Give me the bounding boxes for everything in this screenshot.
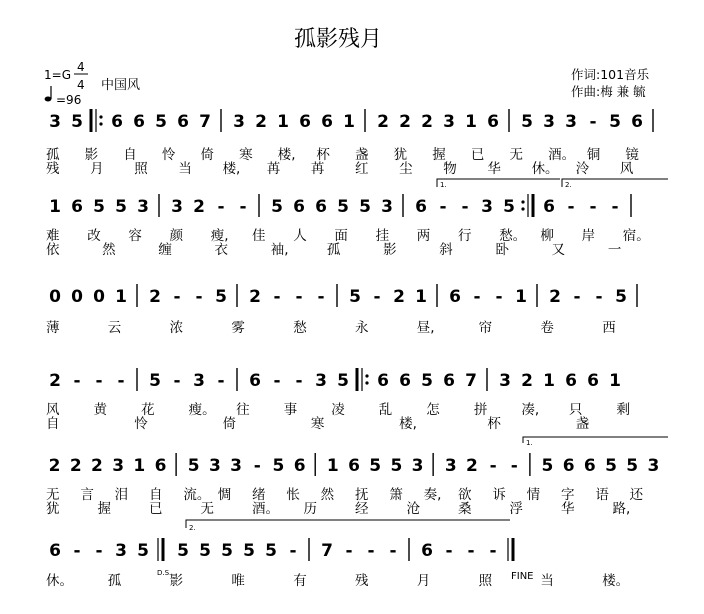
- lyric-syllable: 又: [551, 242, 566, 258]
- volta-1-label: 1.: [440, 181, 447, 189]
- note: 6: [249, 371, 261, 391]
- note: 6: [321, 112, 333, 132]
- lyric-syllable: 西: [602, 320, 616, 336]
- lyric-syllable: 怅: [286, 487, 300, 503]
- lyric-syllable: 乱: [378, 402, 393, 418]
- lyric-syllable: 影: [84, 147, 99, 163]
- lyric-syllable: 自: [123, 147, 137, 163]
- note: 3: [208, 456, 221, 476]
- lyric-syllable: 影: [169, 573, 184, 589]
- score-row: [46, 194, 650, 258]
- lyric-syllable: 楼,: [277, 147, 296, 163]
- lyric-syllable: 盏: [575, 416, 590, 432]
- note: 6: [348, 456, 360, 476]
- lyric-syllable: 休。: [46, 573, 73, 589]
- note: 1: [277, 112, 289, 132]
- note: 3: [543, 112, 555, 132]
- lyric-syllable: 箫: [389, 487, 403, 503]
- note: 5: [149, 371, 161, 391]
- note: 5: [215, 287, 227, 307]
- note: 5: [177, 541, 189, 561]
- sustain-dash: -: [367, 541, 375, 561]
- note: 6: [293, 197, 305, 217]
- double-barline: [158, 538, 163, 561]
- time-signature-bottom: 4: [77, 78, 85, 92]
- note: 5: [271, 197, 283, 217]
- repeat-start-barline: [357, 368, 369, 391]
- fine-mark: FINE: [511, 571, 534, 582]
- lyric-syllable: 衣: [214, 242, 229, 258]
- note: 5: [93, 197, 105, 217]
- lyric-syllable: 颜: [169, 228, 184, 244]
- lyric-syllable: 倚: [222, 416, 237, 432]
- lyric-syllable: 凌: [331, 402, 345, 418]
- note: 2: [521, 371, 533, 391]
- lyric-syllable: 惆: [217, 487, 232, 503]
- lyric-syllable: 浓: [169, 320, 184, 336]
- sustain-dash: -: [489, 541, 497, 561]
- note: 1: [133, 456, 146, 476]
- note: 6: [487, 112, 499, 132]
- note: 2: [193, 197, 205, 217]
- lyric-syllable: 卧: [495, 242, 509, 258]
- lyric-syllable: 两: [416, 228, 431, 244]
- sustain-dash: -: [289, 541, 297, 561]
- note: 3: [233, 112, 245, 132]
- song-title: 孤影残月: [293, 27, 383, 52]
- volta-2-label: 2.: [565, 181, 572, 189]
- score-row: [46, 284, 637, 336]
- lyric-syllable: 苒: [266, 161, 281, 177]
- note: 6: [631, 112, 643, 132]
- sustain-dash: -: [589, 197, 597, 217]
- note: 1: [465, 112, 477, 132]
- lyric-syllable: 昼,: [416, 320, 435, 336]
- style-label: 中国风: [101, 78, 141, 93]
- note: 3: [315, 371, 327, 391]
- lyric-syllable: 雾: [231, 320, 245, 336]
- note: 2: [421, 112, 433, 132]
- lyric-syllable: 红: [355, 161, 369, 177]
- time-signature-top: 4: [77, 60, 85, 74]
- lyric-syllable: 孤: [107, 573, 122, 589]
- note: 6: [443, 371, 455, 391]
- note: 6: [587, 371, 599, 391]
- volta-2-label: 2.: [189, 524, 196, 532]
- sustain-dash: -: [295, 287, 303, 307]
- note: 5: [609, 112, 621, 132]
- note: 2: [255, 112, 267, 132]
- lyric-syllable: 历: [303, 501, 317, 517]
- lyric-syllable: 凑,: [521, 402, 540, 418]
- lyric-syllable: 孤: [46, 147, 60, 163]
- lyric-syllable: 华: [487, 161, 501, 177]
- lyric-syllable: 瘦,: [210, 228, 229, 244]
- lyric-syllable: 面: [334, 228, 348, 244]
- lyric-syllable: 有: [293, 573, 307, 589]
- lyric-syllable: 然: [102, 242, 116, 258]
- note: 3: [565, 112, 577, 132]
- note: 5: [199, 541, 211, 561]
- note: 2: [377, 112, 389, 132]
- lyric-syllable: 字: [561, 487, 575, 503]
- sustain-dash: -: [345, 541, 353, 561]
- note: 5: [115, 197, 127, 217]
- lyric-syllable: 楼,: [399, 416, 417, 432]
- note: 7: [199, 112, 211, 132]
- note: 5: [71, 112, 83, 132]
- lyric-syllable: 永: [355, 320, 369, 336]
- sustain-dash: -: [317, 287, 325, 307]
- note: 2: [393, 287, 405, 307]
- lyric-syllable: 抚: [355, 487, 369, 503]
- note: 5: [349, 287, 361, 307]
- note: 3: [647, 456, 660, 476]
- note: 6: [299, 112, 311, 132]
- sustain-dash: -: [217, 371, 225, 391]
- note: 3: [381, 197, 393, 217]
- note: 6: [543, 197, 555, 217]
- sustain-dash: -: [373, 287, 381, 307]
- sustain-dash: -: [439, 197, 447, 217]
- sustain-dash: -: [567, 197, 575, 217]
- sustain-dash: -: [95, 541, 103, 561]
- lyric-syllable: 容: [128, 228, 142, 244]
- note: 5: [626, 456, 639, 476]
- note: 6: [415, 197, 427, 217]
- lyric-syllable: 黄: [93, 402, 108, 418]
- lyric-syllable: 泠: [575, 161, 590, 177]
- note: 2: [69, 456, 82, 476]
- sustain-dash: -: [173, 287, 181, 307]
- lyric-syllable: 犹: [393, 147, 408, 163]
- lyric-syllable: 帘: [478, 320, 493, 336]
- key-signature: 1=G: [44, 68, 71, 82]
- lyric-syllable: 盏: [355, 147, 369, 163]
- sustain-dash: -: [273, 371, 281, 391]
- note: 0: [71, 287, 83, 307]
- sustain-dash: -: [217, 197, 225, 217]
- lyric-syllable: 诉: [492, 487, 506, 503]
- note: 2: [249, 287, 261, 307]
- note: 2: [149, 287, 161, 307]
- sustain-dash: -: [495, 287, 503, 307]
- sustain-dash: -: [473, 287, 481, 307]
- score-row: [46, 538, 629, 589]
- lyric-syllable: 愁。: [499, 228, 527, 244]
- note: 2: [399, 112, 411, 132]
- lyric-syllable: 照: [478, 573, 493, 589]
- note: 2: [48, 456, 61, 476]
- note: 1: [543, 371, 555, 391]
- lyric-syllable: 物: [443, 161, 457, 177]
- lyric-syllable: 薄: [46, 320, 60, 336]
- lyric-syllable: 柳: [540, 228, 554, 244]
- lyric-syllable: 月: [90, 161, 104, 177]
- lyric-syllable: 楼,: [222, 161, 241, 177]
- score-row: [46, 368, 630, 432]
- volta-1-row1: [437, 179, 560, 189]
- sustain-dash: -: [195, 287, 203, 307]
- note: 5: [503, 197, 515, 217]
- lyric-syllable: 当: [540, 573, 554, 589]
- lyric-syllable: 自: [46, 416, 60, 432]
- note: 3: [481, 197, 493, 217]
- lyric-syllable: 瘦。: [188, 402, 216, 418]
- lyric-syllable: 情: [526, 487, 541, 503]
- lyric-syllable: 无: [200, 501, 214, 517]
- lyric-syllable: 一: [607, 242, 622, 258]
- lyric-syllable: 然: [320, 487, 335, 503]
- lyric-syllable: 愁: [293, 320, 307, 336]
- note: 6: [315, 197, 327, 217]
- lyric-syllable: 依: [46, 242, 60, 258]
- lyric-syllable: 华: [561, 501, 575, 517]
- note: 3: [230, 456, 242, 476]
- sustain-dash: -: [239, 197, 247, 217]
- note: 3: [115, 541, 127, 561]
- note: 6: [449, 287, 461, 307]
- note: 6: [562, 456, 575, 476]
- lyric-syllable: 流。: [183, 487, 211, 503]
- lyric-syllable: 杯: [487, 416, 501, 432]
- note: 5: [272, 456, 285, 476]
- note: 5: [521, 112, 533, 132]
- note: 5: [541, 456, 554, 476]
- lyric-syllable: 倚: [200, 147, 214, 163]
- lyric-syllable: 风: [46, 402, 60, 418]
- lyric-syllable: 宿。: [622, 228, 650, 244]
- volta-2-row1: [562, 179, 668, 189]
- sustain-dash: -: [489, 456, 497, 476]
- sustain-dash: -: [467, 541, 475, 561]
- lyric-syllable: 语: [595, 487, 609, 503]
- note: 6: [154, 456, 167, 476]
- lyric-syllable: 寒: [310, 416, 325, 432]
- lyric-syllable: 无: [509, 147, 523, 163]
- note: 5: [369, 456, 382, 476]
- lyric-syllable: 怜: [161, 147, 176, 163]
- lyric-syllable: 尘: [399, 161, 413, 177]
- lyric-syllable: 往: [236, 402, 250, 418]
- note: 6: [177, 112, 189, 132]
- sustain-dash: -: [273, 287, 281, 307]
- lyric-syllable: 改: [87, 228, 101, 244]
- lyric-syllable: 残: [46, 161, 60, 177]
- note: 5: [187, 456, 200, 476]
- note: 1: [415, 287, 427, 307]
- lyric-syllable: 欲: [458, 487, 472, 503]
- quarter-note-icon: [45, 86, 52, 102]
- note: 6: [565, 371, 577, 391]
- lyric-syllable: 铜: [586, 147, 601, 163]
- lyric-syllable: 还: [629, 487, 644, 503]
- lyric-syllable: 已: [149, 501, 163, 517]
- sustain-dash: -: [445, 541, 453, 561]
- lyric-syllable: 缠: [158, 242, 172, 258]
- lyric-syllable: 照: [134, 161, 148, 177]
- note: 5: [155, 112, 167, 132]
- note: 5: [615, 287, 627, 307]
- note: 7: [321, 541, 333, 561]
- note: 3: [112, 456, 125, 476]
- double-barline: [508, 538, 513, 561]
- lyric-syllable: 挂: [375, 228, 390, 244]
- lyric-syllable: 行: [458, 228, 472, 244]
- score-row: [46, 109, 653, 177]
- lyric-syllable: 苒: [310, 161, 325, 177]
- lyric-syllable: 难: [46, 228, 60, 244]
- volta-1-row4: [523, 437, 668, 447]
- sustain-dash: -: [589, 112, 597, 132]
- note: 1: [515, 287, 527, 307]
- note: 6: [293, 456, 306, 476]
- lyric-syllable: 楼。: [602, 573, 630, 589]
- lyric-syllable: 斜: [439, 242, 453, 258]
- volta-2-row5: [186, 520, 510, 532]
- note: 3: [411, 456, 424, 476]
- lyric-syllable: 奏,: [423, 487, 442, 503]
- lyric-syllable: 剩: [616, 402, 630, 418]
- note: 1: [326, 456, 339, 476]
- lyricist-credit: 作词:101音乐: [571, 67, 650, 82]
- lyric-syllable: 寒: [239, 147, 253, 163]
- lyric-syllable: 犹: [46, 501, 60, 517]
- lyric-syllable: 唯: [231, 573, 245, 589]
- lyric-syllable: 握: [97, 501, 111, 517]
- lyric-syllable: 镜: [625, 147, 639, 163]
- lyric-syllable: 浮: [509, 501, 523, 517]
- note: 3: [49, 112, 61, 132]
- note: 2: [49, 371, 61, 391]
- note: 7: [465, 371, 477, 391]
- sustain-dash: -: [253, 456, 261, 476]
- note: 5: [243, 541, 255, 561]
- lyric-syllable: 怜: [134, 416, 148, 432]
- lyric-syllable: 袖,: [270, 242, 289, 258]
- note: 6: [133, 112, 145, 132]
- sustain-dash: -: [173, 371, 181, 391]
- note: 0: [49, 287, 61, 307]
- lyric-syllable: 只: [568, 402, 583, 418]
- lyric-syllable: 酒。: [548, 147, 576, 163]
- note: 1: [343, 112, 355, 132]
- sustain-dash: -: [461, 197, 469, 217]
- note: 5: [137, 541, 149, 561]
- lyric-syllable: 怎: [426, 402, 440, 418]
- lyric-syllable: 经: [355, 501, 369, 517]
- sustain-dash: -: [611, 197, 619, 217]
- note: 6: [583, 456, 596, 476]
- lyric-syllable: 风: [619, 161, 634, 177]
- note: 5: [605, 456, 617, 476]
- note: 2: [549, 287, 561, 307]
- lyric-syllable: 言: [80, 487, 94, 503]
- note: 5: [337, 197, 349, 217]
- sustain-dash: -: [73, 371, 81, 391]
- sustain-dash: -: [117, 371, 125, 391]
- note: 6: [71, 197, 83, 217]
- note: 6: [399, 371, 411, 391]
- note: 5: [390, 456, 403, 476]
- note: 2: [466, 456, 478, 476]
- lyric-syllable: 卷: [540, 320, 554, 336]
- lyric-syllable: 孤: [326, 242, 341, 258]
- lyric-syllable: 影: [383, 242, 397, 258]
- sustain-dash: -: [295, 371, 303, 391]
- note: 5: [221, 541, 233, 561]
- tempo-value: =96: [56, 93, 82, 107]
- lyric-syllable: 休。: [531, 161, 559, 177]
- note: 6: [49, 541, 61, 561]
- note: 3: [443, 112, 455, 132]
- lyric-syllable: 杯: [316, 147, 330, 163]
- repeat-start-barline: [91, 109, 103, 132]
- lyric-syllable: 酒。: [252, 501, 279, 517]
- repeat-end-barline: [521, 194, 533, 217]
- sustain-dash: -: [95, 371, 103, 391]
- lyric-syllable: 当: [178, 161, 192, 177]
- lyric-syllable: 桑: [458, 501, 472, 517]
- note: 5: [265, 541, 277, 561]
- lyric-syllable: 佳: [252, 228, 266, 244]
- note: 5: [421, 371, 433, 391]
- lyric-syllable: 拼: [473, 402, 488, 418]
- score-row: [46, 453, 659, 517]
- note: 3: [444, 456, 457, 476]
- lyric-syllable: 绪: [252, 487, 266, 503]
- lyric-syllable: 沧: [406, 501, 420, 517]
- note: 0: [93, 287, 105, 307]
- note: 3: [137, 197, 149, 217]
- lyric-syllable: 岸: [581, 228, 596, 244]
- lyric-syllable: 事: [283, 402, 298, 418]
- note: 1: [49, 197, 61, 217]
- sustain-dash: -: [510, 456, 518, 476]
- lyric-syllable: 残: [355, 573, 369, 589]
- note: 1: [609, 371, 621, 391]
- note: 2: [91, 456, 103, 476]
- lyric-syllable: 泪: [114, 487, 129, 503]
- sustain-dash: -: [595, 287, 603, 307]
- note: 3: [193, 371, 205, 391]
- dal-segno-mark: D.S.: [157, 569, 172, 577]
- lyric-syllable: 月: [416, 573, 431, 589]
- note: 3: [499, 371, 511, 391]
- composer-credit: 作曲:梅 兼 毓: [571, 84, 646, 99]
- note: 6: [111, 112, 123, 132]
- lyric-syllable: 花: [141, 402, 155, 418]
- lyric-syllable: 已: [470, 147, 485, 163]
- note: 5: [359, 197, 371, 217]
- lyric-syllable: 无: [46, 487, 60, 503]
- lyric-syllable: 路,: [612, 501, 631, 517]
- note: 5: [337, 371, 349, 391]
- sustain-dash: -: [389, 541, 397, 561]
- lyric-syllable: 人: [293, 228, 307, 244]
- sustain-dash: -: [573, 287, 581, 307]
- note: 6: [421, 541, 433, 561]
- lyric-syllable: 握: [432, 147, 446, 163]
- note: 6: [377, 371, 389, 391]
- lyric-syllable: 自: [149, 487, 163, 503]
- sustain-dash: -: [73, 541, 81, 561]
- note: 1: [115, 287, 127, 307]
- lyric-syllable: 云: [107, 320, 122, 336]
- note: 3: [171, 197, 183, 217]
- volta-1-label: 1.: [526, 439, 533, 447]
